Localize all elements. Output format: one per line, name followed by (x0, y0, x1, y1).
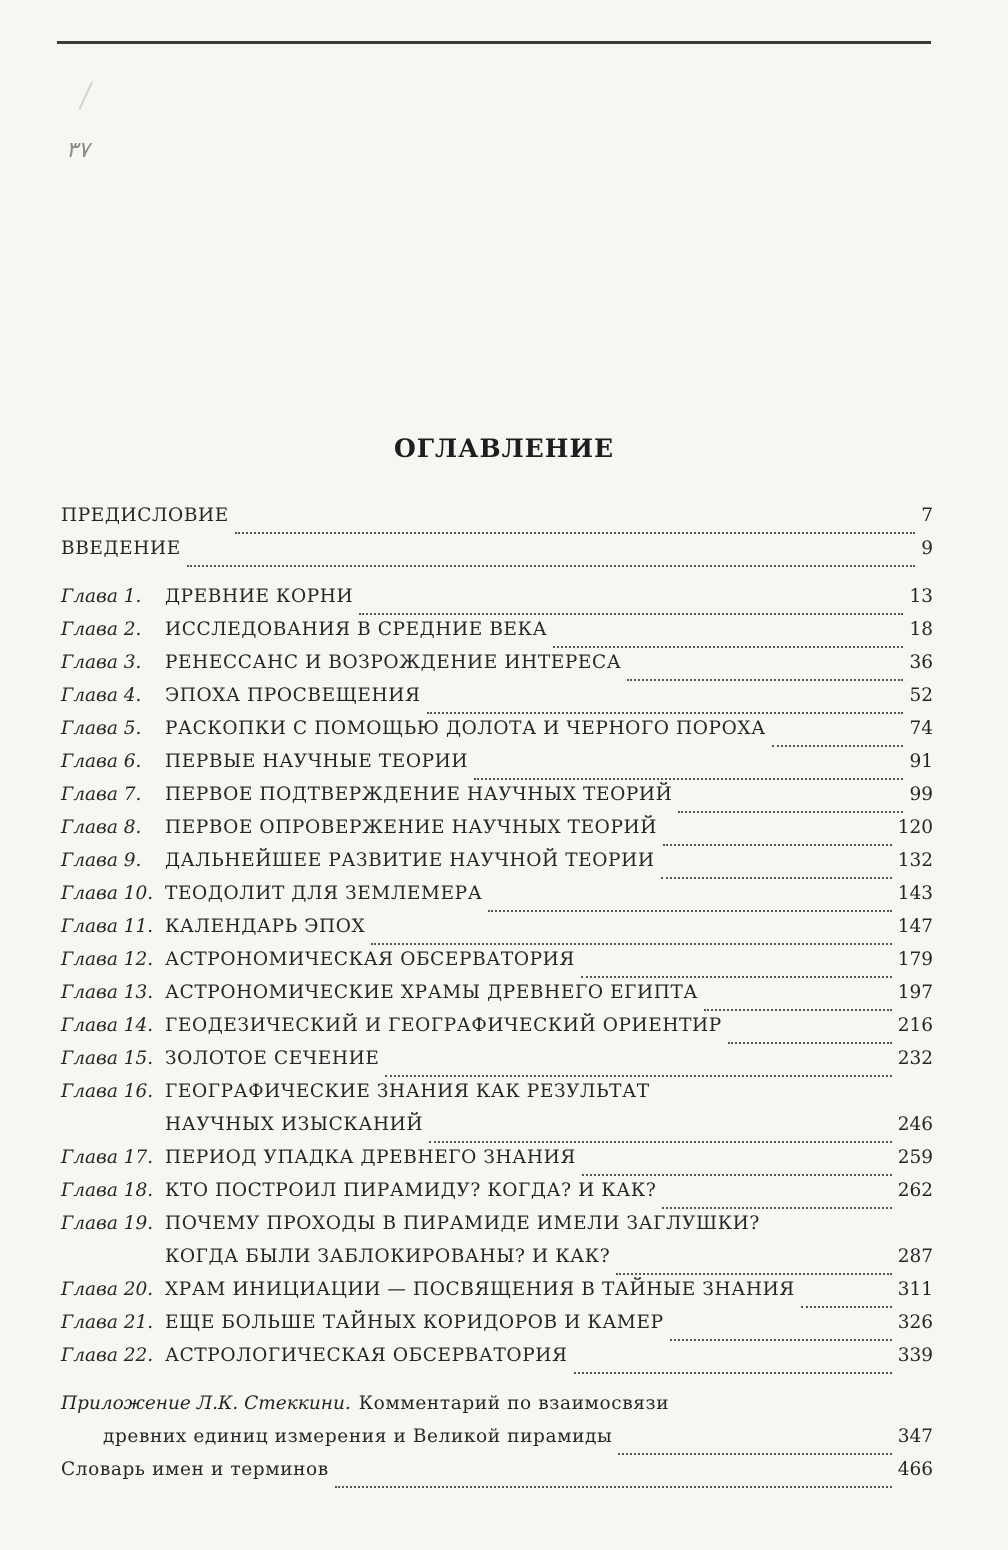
dot-leader (627, 678, 903, 681)
toc-entry-chapter-17[interactable] (61, 1147, 933, 1180)
chapter-title-line2: НАУЧНЫХ ИЗЫСКАНИЙ (165, 1114, 424, 1135)
chapter-label: Глава 3. (61, 652, 142, 673)
chapter-title-line1: ПОЧЕМУ ПРОХОДЫ В ПИРАМИДЕ ИМЕЛИ ЗАГЛУШКИ? (165, 1213, 760, 1234)
chapter-label: Глава 22. (61, 1345, 154, 1366)
chapter-list (61, 586, 933, 1378)
chapter-title-line2: КОГДА БЫЛИ ЗАБЛОКИРОВАНЫ? И КАК? (165, 1246, 611, 1267)
dot-leader (385, 1074, 891, 1077)
entry-page: 232 (897, 1048, 933, 1069)
toc-entry-preface[interactable] (61, 505, 933, 538)
chapter-title: ХРАМ ИНИЦИАЦИИ — ПОСВЯЩЕНИЯ В ТАЙНЫЕ ЗНАНИЯ (165, 1279, 795, 1300)
chapter-title: ПЕРВОЕ ОПРОВЕРЖЕНИЕ НАУЧНЫХ ТЕОРИЙ (165, 817, 657, 838)
toc-entry-chapter-11[interactable] (61, 916, 933, 949)
entry-page: 132 (897, 850, 933, 871)
chapter-title: ЭПОХА ПРОСВЕЩЕНИЯ (165, 685, 421, 706)
entry-page: 7 (921, 505, 933, 526)
toc-entry-chapter-8[interactable] (61, 817, 933, 850)
dot-leader (661, 876, 892, 879)
toc-entry-chapter-13[interactable] (61, 982, 933, 1015)
entry-page: 143 (897, 883, 933, 904)
entry-title: ВВЕДЕНИЕ (61, 538, 181, 559)
toc-entry-chapter-10[interactable] (61, 883, 933, 916)
toc-entry-chapter-7[interactable] (61, 784, 933, 817)
entry-page: 179 (897, 949, 933, 970)
entry-page: 259 (897, 1147, 933, 1168)
pencil-smudge (79, 82, 108, 117)
chapter-title: РАСКОПКИ С ПОМОЩЬЮ ДОЛОТА И ЧЕРНОГО ПОРОХА (165, 718, 766, 739)
toc-entry-chapter-22[interactable] (61, 1345, 933, 1378)
chapter-title: ГЕОДЕЗИЧЕСКИЙ И ГЕОГРАФИЧЕСКИЙ ОРИЕНТИР (165, 1015, 722, 1036)
dot-leader (662, 1206, 891, 1209)
toc-entry-chapter-2[interactable] (61, 619, 933, 652)
chapter-label: Глава 4. (61, 685, 142, 706)
toc-entry-chapter-4[interactable] (61, 685, 933, 718)
toc-entry-chapter-1[interactable] (61, 586, 933, 619)
toc-entry-glossary[interactable] (61, 1459, 933, 1492)
chapter-title: АСТРОНОМИЧЕСКАЯ ОБСЕРВАТОРИЯ (165, 949, 575, 970)
chapter-label: Глава 6. (61, 751, 142, 772)
chapter-title: АСТРОНОМИЧЕСКИЕ ХРАМЫ ДРЕВНЕГО ЕГИПТА (165, 982, 699, 1003)
chapter-title: ТЕОДОЛИТ ДЛЯ ЗЕМЛЕМЕРА (165, 883, 483, 904)
dot-leader (474, 777, 903, 780)
chapter-title: РЕНЕССАНС И ВОЗРОЖДЕНИЕ ИНТЕРЕСА (165, 652, 622, 673)
dot-leader (704, 1008, 892, 1011)
entry-page: 147 (897, 916, 933, 937)
chapter-label: Глава 14. (61, 1015, 154, 1036)
chapter-title: ЗОЛОТОЕ СЕЧЕНИЕ (165, 1048, 380, 1069)
chapter-label: Глава 5. (61, 718, 142, 739)
chapter-label: Глава 18. (61, 1180, 154, 1201)
appendix-title-line1: Комментарий по взаимосвязи (358, 1393, 670, 1414)
entry-page: 246 (897, 1114, 933, 1135)
toc-entry-chapter-3[interactable] (61, 652, 933, 685)
dot-leader (772, 744, 904, 747)
entry-page: 347 (897, 1426, 933, 1447)
chapter-label: Глава 2. (61, 619, 142, 640)
chapter-title: ПЕРИОД УПАДКА ДРЕВНЕГО ЗНАНИЯ (165, 1147, 576, 1168)
entry-page: 311 (897, 1279, 933, 1300)
toc-entry-chapter-19[interactable] (61, 1213, 933, 1279)
entry-page: 216 (897, 1015, 933, 1036)
toc-entry-chapter-15[interactable] (61, 1048, 933, 1081)
toc-entry-chapter-20[interactable] (61, 1279, 933, 1312)
chapter-label: Глава 10. (61, 883, 154, 904)
dot-leader (429, 1140, 892, 1143)
entry-page: 91 (909, 751, 933, 772)
dot-leader (616, 1272, 891, 1275)
dot-leader (359, 612, 903, 615)
chapter-title: КАЛЕНДАРЬ ЭПОХ (165, 916, 366, 937)
toc-entry-chapter-6[interactable] (61, 751, 933, 784)
toc-entry-chapter-5[interactable] (61, 718, 933, 751)
dot-leader (582, 1173, 892, 1176)
toc-entry-chapter-16[interactable] (61, 1081, 933, 1147)
dot-leader (187, 564, 915, 567)
chapter-label: Глава 7. (61, 784, 142, 805)
chapter-label: Глава 1. (61, 586, 142, 607)
chapter-title: ПЕРВЫЕ НАУЧНЫЕ ТЕОРИИ (165, 751, 469, 772)
entry-page: 9 (921, 538, 933, 559)
chapter-label: Глава 20. (61, 1279, 154, 1300)
dot-leader (574, 1371, 892, 1374)
chapter-label: Глава 11. (61, 916, 154, 937)
toc-entry-introduction[interactable] (61, 538, 933, 571)
dot-leader (678, 810, 903, 813)
entry-page: 52 (909, 685, 933, 706)
chapter-title: ДРЕВНИЕ КОРНИ (165, 586, 354, 607)
entry-page: 36 (909, 652, 933, 673)
chapter-label: Глава 19. (61, 1213, 154, 1234)
dot-leader (335, 1485, 892, 1488)
toc-entry-chapter-9[interactable] (61, 850, 933, 883)
chapter-label: Глава 12. (61, 949, 154, 970)
dot-leader (488, 909, 891, 912)
chapter-label: Глава 8. (61, 817, 142, 838)
entry-title: Словарь имен и терминов (61, 1459, 329, 1480)
chapter-title: ИССЛЕДОВАНИЯ В СРЕДНИЕ ВЕКА (165, 619, 548, 640)
toc-entry-chapter-18[interactable] (61, 1180, 933, 1213)
chapter-title: АСТРОЛОГИЧЕСКАЯ ОБСЕРВАТОРИЯ (165, 1345, 568, 1366)
chapter-title: ЕЩЕ БОЛЬШЕ ТАЙНЫХ КОРИДОРОВ И КАМЕР (165, 1312, 664, 1333)
chapter-title-line1: ГЕОГРАФИЧЕСКИЕ ЗНАНИЯ КАК РЕЗУЛЬТАТ (165, 1081, 650, 1102)
dot-leader (427, 711, 904, 714)
chapter-label: Глава 17. (61, 1147, 154, 1168)
dot-leader (728, 1041, 892, 1044)
toc-entry-appendix[interactable] (61, 1393, 933, 1459)
toc-entry-chapter-12[interactable] (61, 949, 933, 982)
entry-page: 13 (909, 586, 933, 607)
entry-page: 326 (897, 1312, 933, 1333)
entry-page: 99 (909, 784, 933, 805)
dot-leader (581, 975, 892, 978)
dot-leader (618, 1452, 891, 1455)
dot-leader (670, 1338, 892, 1341)
entry-page: 74 (909, 718, 933, 739)
appendix-title-line2: древних единиц измерения и Великой пирамиды (103, 1426, 613, 1447)
dot-leader (801, 1305, 892, 1308)
entry-page: 18 (909, 619, 933, 640)
handwritten-mark: ۳۷ (66, 138, 90, 163)
entry-page: 197 (897, 982, 933, 1003)
chapter-title: ДАЛЬНЕЙШЕЕ РАЗВИТИЕ НАУЧНОЙ ТЕОРИИ (165, 850, 655, 871)
entry-page: 287 (897, 1246, 933, 1267)
toc-entry-chapter-21[interactable] (61, 1312, 933, 1345)
entry-page: 262 (897, 1180, 933, 1201)
appendix-label: Приложение Л.К. Стеккини. (61, 1393, 351, 1414)
chapter-title: КТО ПОСТРОИЛ ПИРАМИДУ? КОГДА? И КАК? (165, 1180, 657, 1201)
chapter-label: Глава 16. (61, 1081, 154, 1102)
chapter-label: Глава 13. (61, 982, 154, 1003)
chapter-label: Глава 15. (61, 1048, 154, 1069)
dot-leader (663, 843, 892, 846)
chapter-title: ПЕРВОЕ ПОДТВЕРЖДЕНИЕ НАУЧНЫХ ТЕОРИЙ (165, 784, 673, 805)
entry-page: 339 (897, 1345, 933, 1366)
entry-title: ПРЕДИСЛОВИЕ (61, 505, 229, 526)
dot-leader (371, 942, 891, 945)
entry-page: 466 (897, 1459, 933, 1480)
chapter-label: Глава 21. (61, 1312, 154, 1333)
dot-leader (235, 531, 915, 534)
toc-title: ОГЛАВЛЕНИЕ (393, 434, 615, 463)
toc-entry-chapter-14[interactable] (61, 1015, 933, 1048)
table-of-contents (61, 505, 933, 1492)
chapter-label: Глава 9. (61, 850, 142, 871)
dot-leader (553, 645, 903, 648)
entry-page: 120 (897, 817, 933, 838)
top-rule (57, 41, 931, 44)
